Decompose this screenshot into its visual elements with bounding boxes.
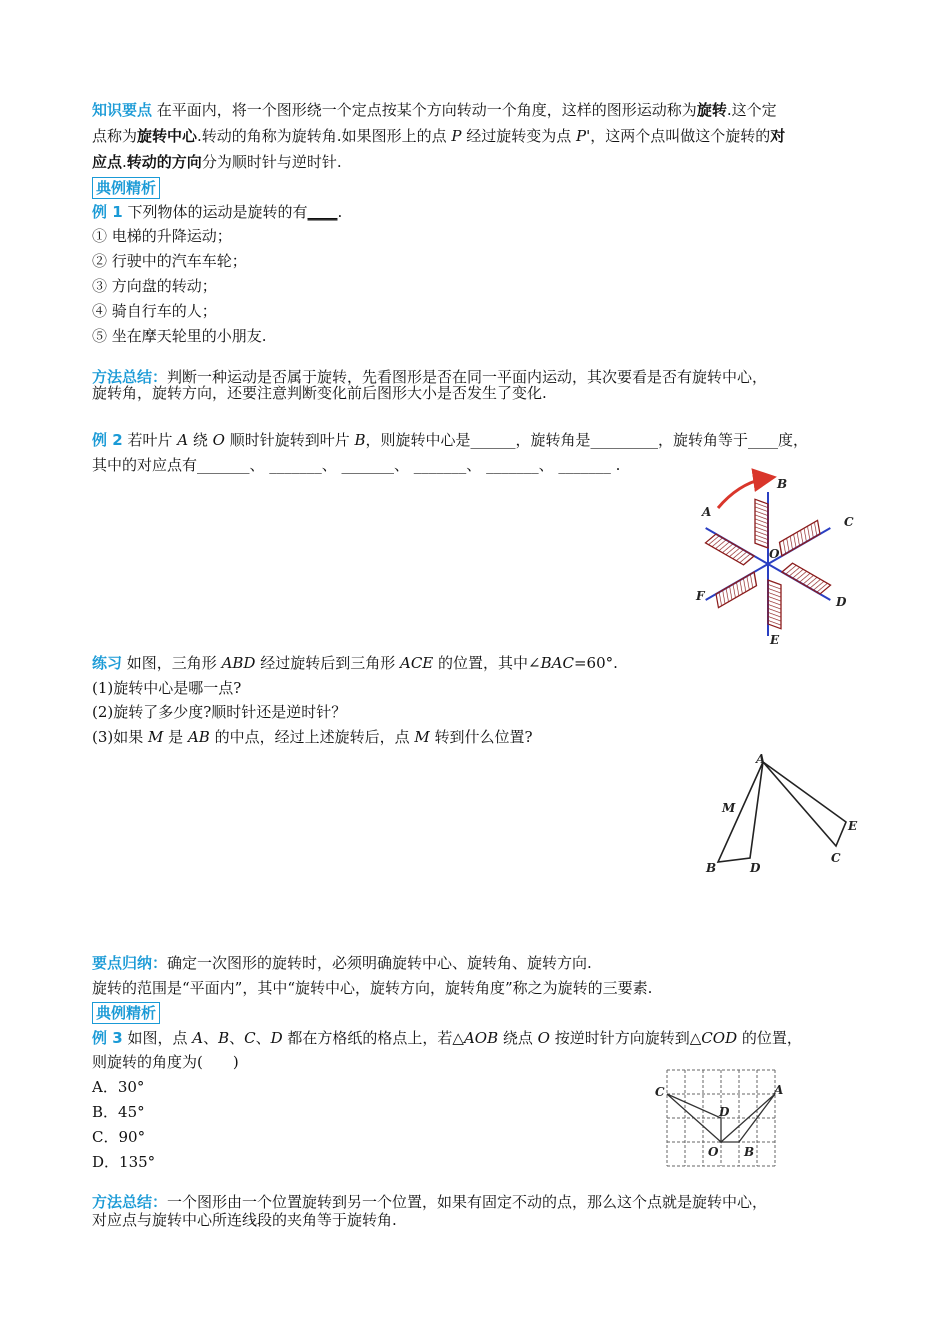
label-c: C <box>655 1085 665 1099</box>
label-c: C <box>844 515 854 529</box>
example-text: 绕 <box>188 431 213 449</box>
option-item: ① 电梯的升降运动； <box>92 227 232 245</box>
choice-option: B．45° <box>92 1103 145 1121</box>
example-label: 例 2 <box>92 431 123 449</box>
method-summary-line: 旋转角，旋转方向，还要注意判断变化前后图形大小是否发生了变化. <box>92 384 547 402</box>
knowledge-text: 分为顺时针与逆时针. <box>201 153 342 171</box>
triangle-figure <box>700 750 870 880</box>
option-item: ④ 骑自行车的人； <box>92 302 217 320</box>
practice-text: =60°. <box>573 654 618 672</box>
example-text: 、 <box>203 1029 219 1047</box>
choice-option: A．30° <box>92 1078 145 1096</box>
label-m: M <box>722 801 736 815</box>
example-label: 例 1 <box>92 203 123 221</box>
practice-question <box>92 725 533 749</box>
label-c: C <box>831 851 841 865</box>
var: AB <box>187 728 210 746</box>
label-d: D <box>750 861 761 875</box>
term-direction: 转动的方向 <box>126 153 202 171</box>
var-p-prime: P' <box>575 127 591 145</box>
option-item: ③ 方向盘的转动； <box>92 277 217 295</box>
example-label: 例 3 <box>92 1029 123 1047</box>
example-text: 的位置， <box>737 1029 802 1047</box>
option-item: ② 行驶中的汽车车轮； <box>92 252 247 270</box>
label-b: B <box>706 861 717 875</box>
label-a: A <box>774 1083 784 1097</box>
var: A <box>177 431 189 449</box>
blade-f <box>706 564 775 611</box>
label-d: D <box>836 595 847 609</box>
practice-stem <box>92 651 618 675</box>
example-2-stem <box>92 428 808 452</box>
knowledge-text: 经过旋转变为点 <box>461 127 576 145</box>
var: M <box>148 728 164 746</box>
summary-line <box>92 951 592 975</box>
label-e: E <box>770 633 780 647</box>
knowledge-text: .这个定 <box>726 101 777 119</box>
var: O <box>537 1029 550 1047</box>
section-title: 典例精析 <box>92 177 160 199</box>
term-center: 旋转中心 <box>137 127 198 145</box>
summary-label: 要点归纳： <box>92 954 168 972</box>
var: M <box>414 728 430 746</box>
knowledge-text: ，这两个点叫做这个旋转的 <box>590 127 771 145</box>
pinwheel-figure <box>690 468 870 648</box>
practice-text: 的中点，经过上述旋转后，点 <box>209 728 415 746</box>
label-o: O <box>769 547 780 561</box>
choice-option: D．135° <box>92 1153 156 1171</box>
example-text: 都在方格纸的格点上，若△ <box>282 1029 464 1047</box>
practice-text: 的位置，其中∠ <box>433 654 541 672</box>
knowledge-label: 知识要点 <box>92 101 153 119</box>
choice-option: C．90° <box>92 1128 146 1146</box>
knowledge-text: .转动的角称为旋转角.如果图形上的点 <box>197 127 452 145</box>
term-corresponding: 对 <box>770 127 786 145</box>
method-text: 判断一种运动是否属于旋转，先看图形是否在同一平面内运动，其次要看是否有旋转中心， <box>167 368 768 386</box>
var-p: P <box>451 127 462 145</box>
term-corresponding: 应点 <box>92 153 123 171</box>
var: A <box>192 1029 204 1047</box>
summary-line: 旋转的范围是“平面内”，其中“旋转中心，旋转方向，旋转角度”称之为旋转的三要素. <box>92 979 653 997</box>
term-rotation: 旋转 <box>696 101 727 119</box>
practice-text: 是 <box>163 728 188 746</box>
label-a: A <box>702 505 712 519</box>
practice-text: (3)如果 <box>92 728 149 746</box>
var: BAC <box>540 654 574 672</box>
knowledge-text: . <box>122 153 127 171</box>
var: B <box>218 1029 230 1047</box>
method-label: 方法总结： <box>92 1193 168 1211</box>
example-text: . <box>337 203 343 221</box>
option-item: ⑤ 坐在摩天轮里的小朋友. <box>92 327 267 345</box>
label-b: B <box>744 1145 755 1159</box>
example-text: 顺时针旋转到叶片 <box>224 431 355 449</box>
example-text: 下列物体的运动是旋转的有 <box>122 203 308 221</box>
example-3-stem <box>92 1026 802 1050</box>
answer-blank: ____ <box>307 203 338 221</box>
example-text: ，则旋转中心是______，旋转角是_________，旋转角等于____度， <box>365 431 809 449</box>
blade-e <box>768 564 781 636</box>
var: AOB <box>463 1029 499 1047</box>
label-a: A <box>756 752 766 766</box>
method-label: 方法总结： <box>92 368 168 386</box>
label-e: E <box>848 819 858 833</box>
example-3-line-2: 则旋转的角度为( ) <box>92 1053 239 1071</box>
var: O <box>212 431 225 449</box>
method-text: 一个图形由一个位置旋转到另一个位置，如果有固定不动的点，那么这个点就是旋转中心， <box>167 1193 768 1211</box>
knowledge-line-1 <box>92 98 777 122</box>
triangle-ace <box>763 762 846 846</box>
example-2-line-2: 其中的对应点有_______、 _______、 _______、 _______、 _______、 _______ . <box>92 456 621 474</box>
var: D <box>270 1029 283 1047</box>
example-1-stem <box>92 200 342 224</box>
knowledge-text: 点称为 <box>92 127 138 145</box>
example-text: 绕点 <box>498 1029 538 1047</box>
practice-text: 经过旋转后到三角形 <box>255 654 400 672</box>
example-text: 按逆时针方向旋转到△ <box>549 1029 702 1047</box>
practice-question: (1)旋转中心是哪一点? <box>92 679 242 697</box>
label-b: B <box>777 477 788 491</box>
label-f: F <box>696 589 705 603</box>
practice-text: 转到什么位置? <box>429 728 533 746</box>
example-text: 若叶片 <box>122 431 178 449</box>
practice-label: 练习 <box>92 654 123 672</box>
var: COD <box>701 1029 738 1047</box>
example-text: 、 <box>229 1029 245 1047</box>
label-o: O <box>708 1145 719 1159</box>
var: C <box>244 1029 256 1047</box>
practice-question: (2)旋转了多少度?顺时针还是逆时针？ <box>92 703 347 721</box>
knowledge-text: 在平面内，将一个图形绕一个定点按某个方向转动一个角度，这样的图形运动称为 <box>156 101 697 119</box>
var: B <box>354 431 366 449</box>
example-text: 、 <box>255 1029 271 1047</box>
example-text: 如图，点 <box>122 1029 193 1047</box>
method-summary-line: 对应点与旋转中心所连线段的夹角等于旋转角. <box>92 1211 397 1229</box>
var: ACE <box>400 654 434 672</box>
summary-text: 确定一次图形的旋转时，必须明确旋转中心、旋转角、旋转方向. <box>167 954 592 972</box>
label-d: D <box>719 1105 730 1119</box>
var: ABD <box>221 654 256 672</box>
knowledge-line-2 <box>92 124 785 148</box>
knowledge-line-3 <box>92 150 342 174</box>
blade-b <box>755 492 768 564</box>
section-title: 典例精析 <box>92 1002 160 1024</box>
grid-figure <box>650 1062 790 1174</box>
practice-text: 如图，三角形 <box>122 654 222 672</box>
